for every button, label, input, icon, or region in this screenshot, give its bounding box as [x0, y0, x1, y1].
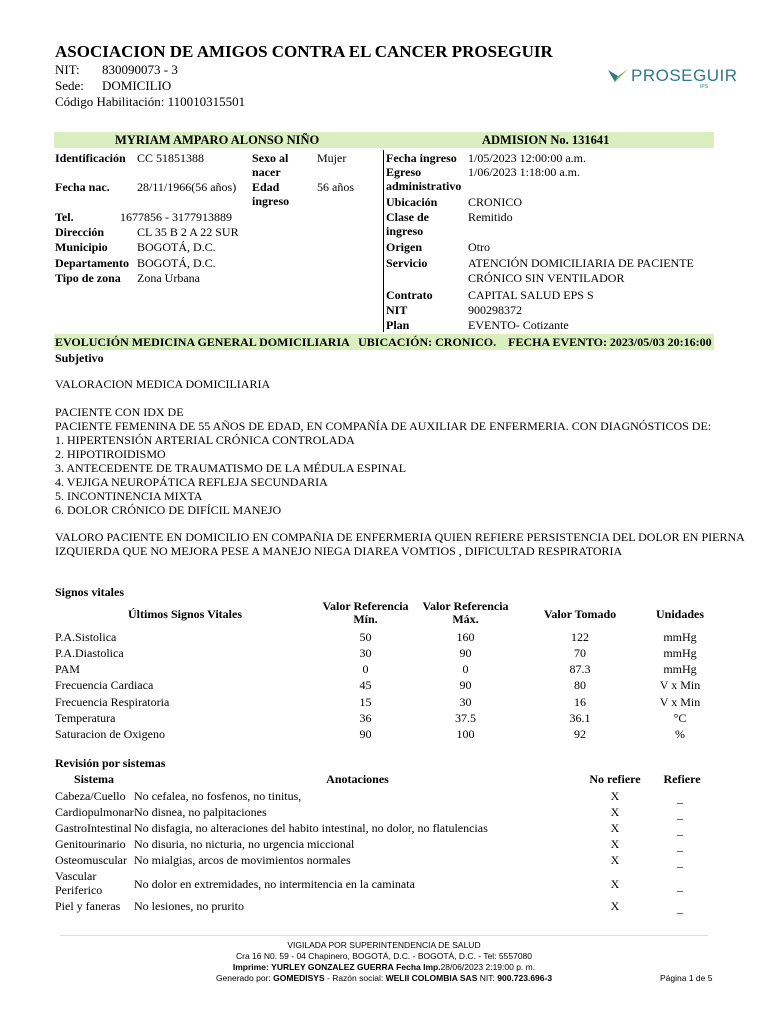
- razon-label: - Razón social:: [327, 973, 384, 983]
- subjetivo-line: PACIENTE CON IDX DE: [55, 405, 184, 419]
- vital-unit: mmHg: [663, 662, 697, 676]
- review-notes: No mialgias, arcos de movimientos normales: [134, 853, 351, 867]
- fecha-imp-label: Fecha Imp.: [396, 962, 441, 972]
- review-refiere: _: [677, 791, 683, 805]
- nit-value: 830090073 - 3: [102, 62, 178, 77]
- vitals-header-min: Valor Referencia Mín.: [322, 599, 409, 626]
- vital-min: 50: [359, 630, 372, 644]
- subjetivo-line: 2. HIPOTIROIDISMO: [55, 447, 166, 461]
- sede-value: DOMICILIO: [102, 78, 172, 93]
- servicio-value-1: ATENCIÓN DOMICILIARIA DE PACIENTE: [468, 256, 694, 270]
- footer-line-2: Cra 16 N0. 59 - 04 Chapinero, BOGOTÁ, D.C. - BOGOTÁ, D.C. - Tel: 5557080: [235, 951, 533, 961]
- vitals-header-value: Valor Tomado: [543, 607, 617, 621]
- vital-max: 100: [456, 727, 475, 741]
- fecha-nac-label: Fecha nac.: [55, 180, 110, 194]
- logo-text: PROSEGUIR: [631, 66, 738, 85]
- subjetivo-line: VALORO PACIENTE EN DOMICILIO EN COMPAÑIA DE ENFERMERIA QUIEN REFIERE PERSISTENCIA DEL DOLOR EN PIERNA: [55, 530, 745, 544]
- plan-value: EVENTO- Cotizante: [468, 318, 569, 332]
- vital-max: 30: [459, 695, 472, 709]
- review-system: Cabeza/Cuello: [55, 789, 126, 803]
- footer-divider: [60, 935, 708, 936]
- review-no-refiere: X: [610, 789, 620, 803]
- review-notes: No cefalea, no fosfenos, no tinitus,: [134, 789, 302, 803]
- nit-label: NIT:: [55, 62, 80, 77]
- razon-value: WELII COLOMBIA SAS: [385, 973, 478, 983]
- vital-unit: °C: [673, 711, 687, 725]
- subjetivo-line: IZQUIERDA QUE NO MEJORA PESE A MANEJO NIEGA DIAREA VOMTIOS , DIFICULTAD RESPIRATORIA: [55, 544, 623, 558]
- review-notes: No lesiones, no prurito: [134, 899, 244, 913]
- sede-label: Sede:: [55, 78, 84, 93]
- fecha-imp-value: 28/06/2023 2:19:00 p. m.: [440, 962, 536, 972]
- subjetivo-line: 1. HIPERTENSIÓN ARTERIAL CRÓNICA CONTROLADA: [55, 433, 355, 447]
- review-system: Vascular Periferico: [55, 869, 103, 897]
- vital-value: 16: [574, 695, 586, 709]
- vital-value: 80: [574, 678, 586, 692]
- review-refiere: _: [677, 839, 683, 853]
- subjetivo-line: VALORACION MEDICA DOMICILIARIA: [55, 377, 271, 391]
- review-header-no: No refiere: [589, 772, 641, 786]
- edad-label: Edad ingreso: [252, 180, 290, 208]
- zona-value: Zona Urbana: [137, 271, 200, 285]
- clase-label: Clase de ingreso: [386, 210, 429, 238]
- municipio-value: BOGOTÁ, D.C.: [137, 240, 216, 254]
- review-refiere: _: [677, 879, 683, 893]
- logo-mark-icon: [607, 67, 629, 85]
- review-notes: No disnea, no palpitaciones: [134, 805, 267, 819]
- departamento-label: Departamento: [55, 256, 129, 270]
- tel-value: 1677856 - 3177913889: [120, 210, 232, 224]
- vital-name: Saturacion de Oxigeno: [55, 727, 165, 741]
- patient-name: MYRIAM AMPARO ALONSO NIÑO: [115, 133, 320, 147]
- vital-min: 45: [359, 678, 372, 692]
- review-no-refiere: X: [610, 837, 620, 851]
- vital-value: 92: [574, 727, 586, 741]
- servicio-value-2: CRÓNICO SIN VENTILADOR: [468, 271, 625, 285]
- ubicacion-label: Ubicación: [386, 195, 438, 209]
- footer-line-4: [134, 973, 634, 984]
- vital-name: Frecuencia Respiratoria: [55, 695, 170, 709]
- review-system: Osteomuscular: [55, 853, 127, 867]
- review-no-refiere: X: [610, 821, 620, 835]
- direccion-value: CL 35 B 2 A 22 SUR: [137, 225, 239, 239]
- review-no-refiere: X: [610, 805, 620, 819]
- vital-name: Frecuencia Cardiaca: [55, 678, 154, 692]
- contrato-label: Contrato: [386, 288, 433, 302]
- vital-max: 37.5: [455, 711, 476, 725]
- admision-nit-value: 900298372: [468, 303, 522, 317]
- vital-value: 70: [574, 646, 586, 660]
- origen-label: Origen: [386, 240, 422, 254]
- review-system: GastroIntestinal: [55, 821, 132, 835]
- contrato-value: CAPITAL SALUD EPS S: [468, 288, 594, 302]
- vital-value: 87.3: [569, 662, 591, 676]
- fecha-ingreso-label: Fecha ingreso: [386, 151, 457, 165]
- review-title: Revisión por sistemas: [55, 756, 166, 770]
- fecha-ingreso-value: 1/05/2023 12:00:00 a.m.: [468, 151, 586, 165]
- review-notes: No disuria, no nicturia, no urgencia miccional: [134, 837, 355, 851]
- logo-sub: IPS: [700, 84, 709, 90]
- vital-min: 30: [359, 646, 372, 660]
- vital-unit: V x Min: [659, 695, 701, 709]
- vital-unit: mmHg: [663, 630, 697, 644]
- ubicacion-value: CRONICO: [468, 195, 523, 209]
- codigo-habilitacion: Código Habilitación: 110010315501: [55, 94, 246, 109]
- origen-value: Otro: [468, 240, 490, 254]
- generado-label: Generado por:: [215, 973, 271, 983]
- subjetivo-line: 6. DOLOR CRÓNICO DE DIFÍCIL MANEJO: [55, 503, 282, 517]
- direccion-label: Dirección: [55, 225, 105, 239]
- plan-label: Plan: [386, 318, 410, 332]
- vital-name: PAM: [55, 662, 80, 676]
- municipio-label: Municipio: [55, 240, 108, 254]
- subjetivo-line: 5. INCONTINENCIA MIXTA: [55, 489, 203, 503]
- departamento-value: BOGOTÁ, D.C.: [137, 256, 216, 270]
- footer-nit-value: 900.723.696-3: [497, 973, 553, 983]
- vital-value: 36.1: [569, 711, 591, 725]
- vitals-header-max: Valor Referencia Máx.: [422, 599, 509, 626]
- footer-line-3: [134, 962, 634, 973]
- footer-block: [134, 940, 634, 984]
- review-system: Genitourinario: [55, 837, 126, 851]
- edad-value: 56 años: [317, 180, 354, 194]
- review-notes: No disfagia, no alteraciones del habito intestinal, no dolor, no flatulencias: [134, 821, 488, 835]
- imprime-label: Imprime:: [232, 962, 269, 972]
- fecha-nac-value: 28/11/1966(56 años): [137, 180, 237, 194]
- org-name: ASOCIACION DE AMIGOS CONTRA EL CANCER PROSEGUIR: [55, 42, 553, 61]
- admision-nit-label: NIT: [386, 303, 408, 317]
- evolution-bar: EVOLUCIÓN MEDICINA GENERAL DOMICILIARIA UBICACIÓN: CRONICO. FECHA EVENTO: 2023/05/03 20:16:00: [55, 335, 712, 349]
- vital-unit: V x Min: [659, 678, 701, 692]
- clase-value: Remitido: [468, 210, 513, 224]
- footer-line-1: VIGILADA POR SUPERINTENDENCIA DE SALUD: [287, 940, 481, 950]
- vital-min: 90: [359, 727, 372, 741]
- review-refiere: _: [677, 823, 683, 837]
- admision-number: ADMISION No. 131641: [482, 133, 610, 147]
- review-refiere: _: [677, 807, 683, 821]
- sexo-value: Mujer: [317, 151, 347, 165]
- vital-min: 15: [359, 695, 372, 709]
- identificacion-label: Identificación: [55, 151, 126, 165]
- identificacion-value: CC 51851388: [137, 151, 205, 165]
- subjetivo-title: Subjetivo: [55, 351, 104, 365]
- subjetivo-block-2: [55, 405, 711, 517]
- egreso-value: 1/06/2023 1:18:00 a.m.: [468, 165, 580, 179]
- subjetivo-block-3: [55, 530, 745, 558]
- review-system: Piel y faneras: [55, 899, 121, 913]
- review-system: Cardiopulmonar: [55, 805, 134, 819]
- subjetivo-line: 3. ANTECEDENTE DE TRAUMATISMO DE LA MÉDULA ESPINAL: [55, 461, 407, 475]
- footer-nit-label: NIT:: [479, 973, 495, 983]
- vital-min: 0: [362, 662, 369, 676]
- review-no-refiere: X: [610, 899, 620, 913]
- review-no-refiere: X: [610, 853, 620, 867]
- vitals-title: Signos vitales: [55, 585, 125, 599]
- review-refiere: _: [677, 901, 683, 915]
- vital-max: 90: [459, 646, 472, 660]
- vital-max: 90: [459, 678, 472, 692]
- review-notes: No dolor en extremidades, no intermitencia en la caminata: [134, 877, 415, 891]
- review-header-system: Sistema: [74, 772, 114, 786]
- review-header-yes: Refiere: [663, 772, 701, 786]
- vital-max: 160: [456, 630, 475, 644]
- vitals-header-name: Últimos Signos Vitales: [127, 607, 242, 621]
- vital-unit: mmHg: [663, 646, 697, 660]
- zona-label: Tipo de zona: [55, 271, 121, 285]
- vital-max: 0: [462, 662, 469, 676]
- vital-unit: %: [675, 727, 685, 741]
- vital-min: 36: [359, 711, 372, 725]
- tel-label: Tel.: [55, 210, 74, 224]
- review-header-notes: Anotaciones: [326, 772, 389, 786]
- review-no-refiere: X: [610, 877, 620, 891]
- vital-name: P.A.Diastolica: [55, 646, 124, 660]
- proseguir-logo: [607, 66, 738, 86]
- sexo-label: Sexo al nacer: [252, 151, 289, 179]
- vital-value: 122: [571, 630, 589, 644]
- review-refiere: _: [677, 855, 683, 869]
- servicio-label: Servicio: [386, 256, 428, 270]
- subjetivo-line: 4. VEJIGA NEUROPÁTICA REFLEJA SECUNDARIA: [55, 475, 328, 489]
- imprime-value: YURLEY GONZALEZ GUERRA: [271, 962, 394, 972]
- egreso-label: Egreso administrativo: [386, 165, 462, 193]
- subjetivo-line: PACIENTE FEMENINA DE 55 AÑOS DE EDAD, EN COMPAÑÍA DE AUXILIAR DE ENFERMERIA. CON DIAGNÓSTICOS DE:: [55, 419, 712, 433]
- vitals-header-unit: Unidades: [655, 607, 705, 621]
- subjetivo-block-1: [55, 377, 270, 391]
- page-number: Página 1 de 5: [660, 973, 713, 983]
- generado-value: GOMEDISYS: [273, 973, 325, 983]
- column-divider: [383, 150, 384, 332]
- vital-name: Temperatura: [55, 711, 116, 725]
- vital-name: P.A.Sistolica: [55, 630, 117, 644]
